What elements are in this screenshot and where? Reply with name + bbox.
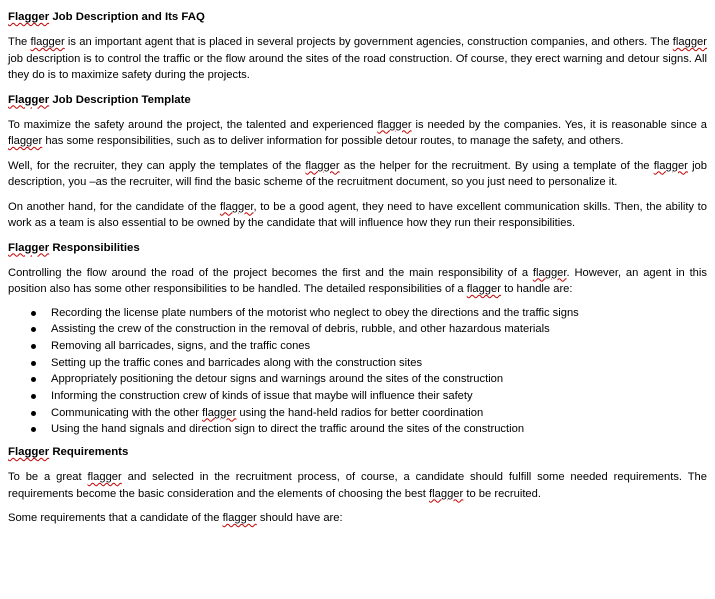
- spellcheck-word: flagger: [532, 266, 567, 279]
- list-item: Recording the license plate numbers of the motorist who neglect to obey the directions and the traffic signs: [51, 305, 707, 322]
- spellcheck-word: flagger: [219, 200, 254, 213]
- spellcheck-word: flagger: [222, 512, 257, 525]
- spellcheck-word: flagger: [429, 487, 464, 500]
- spellcheck-word: Flagger: [8, 241, 50, 254]
- spellcheck-word: flagger: [305, 159, 340, 172]
- requirements-heading: Flagger Requirements: [8, 446, 129, 459]
- document-title: Flagger Job Description and Its FAQ: [8, 11, 205, 23]
- responsibilities-intro: Controlling the flow around the road of the project becomes the first and the main responsibility of a flagger. However, an agent in this position also has some other responsibilities to be handled. The detailed responsibilities of a flagger to handle are:: [8, 266, 707, 295]
- spellcheck-word: flagger: [87, 471, 122, 484]
- template-paragraph-2: Well, for the recruiter, they can apply the templates of the flagger as the helper for the recruitment. By using a template of the flagger job description, you –as the recruiter, will find the basic scheme of the recruitment document, so you just need to personalize it.: [8, 159, 707, 188]
- intro-paragraph: The flagger is an important agent that is placed in several projects by government agencies, construction companies, and others. The flagger job description is to control the traffic or the flow around the sites of the road construction. Of course, they erect warning and detour signs. All they do is to maximize safety during the projects.: [8, 36, 708, 81]
- requirements-paragraph-2: Some requirements that a candidate of the flagger should have are:: [8, 512, 343, 525]
- list-item: Appropriately positioning the detour signs and warnings around the sites of the construction: [51, 371, 707, 388]
- spellcheck-word: flagger: [653, 159, 688, 172]
- responsibilities-heading: Flagger Responsibilities: [8, 241, 140, 254]
- list-item: Informing the construction crew of kinds of issue that maybe will influence their safety: [51, 388, 707, 405]
- spellcheck-word: Flagger: [8, 93, 50, 106]
- requirements-paragraph-1: To be a great flagger and selected in the recruitment process, of course, a candidate should fulfill some needed requirements. The requirements become the basic consideration and the elements of choosing the best flagger to be recruited.: [8, 471, 707, 500]
- list-item: Communicating with the other flagger using the hand-held radios for better coordination: [51, 405, 707, 422]
- spellcheck-word: Flagger: [8, 11, 50, 23]
- spellcheck-word: flagger: [377, 118, 412, 131]
- spellcheck-word: Flagger: [8, 446, 50, 459]
- spellcheck-word: flagger: [202, 406, 237, 419]
- list-item: Assisting the crew of the construction in the removal of debris, rubble, and other hazardous materials: [51, 321, 707, 338]
- spellcheck-word: flagger: [30, 36, 65, 48]
- list-item: Using the hand signals and direction sign to direct the traffic around the sites of the construction: [51, 421, 707, 438]
- spellcheck-word: flagger: [672, 36, 708, 48]
- list-item: Removing all barricades, signs, and the traffic cones: [51, 338, 707, 355]
- template-paragraph-1: To maximize the safety around the project, the talented and experienced flagger is needed by the companies. Yes, it is reasonable since a flagger has some responsibilities, such as to deliver information for possible detour routes, to manage the safety, and others.: [8, 118, 707, 147]
- responsibilities-list: [8, 305, 707, 439]
- list-item: Setting up the traffic cones and barricades along with the construction sites: [51, 355, 707, 372]
- template-paragraph-3: On another hand, for the candidate of the flagger, to be a good agent, they need to have excellent communication skills. Then, the ability to work as a team is also essential to be owned by the candidate that will influence how they run their responsibilities.: [8, 200, 707, 229]
- spellcheck-word: flagger: [466, 283, 501, 295]
- template-heading: Flagger Job Description Template: [8, 93, 191, 106]
- spellcheck-word: flagger: [8, 135, 43, 147]
